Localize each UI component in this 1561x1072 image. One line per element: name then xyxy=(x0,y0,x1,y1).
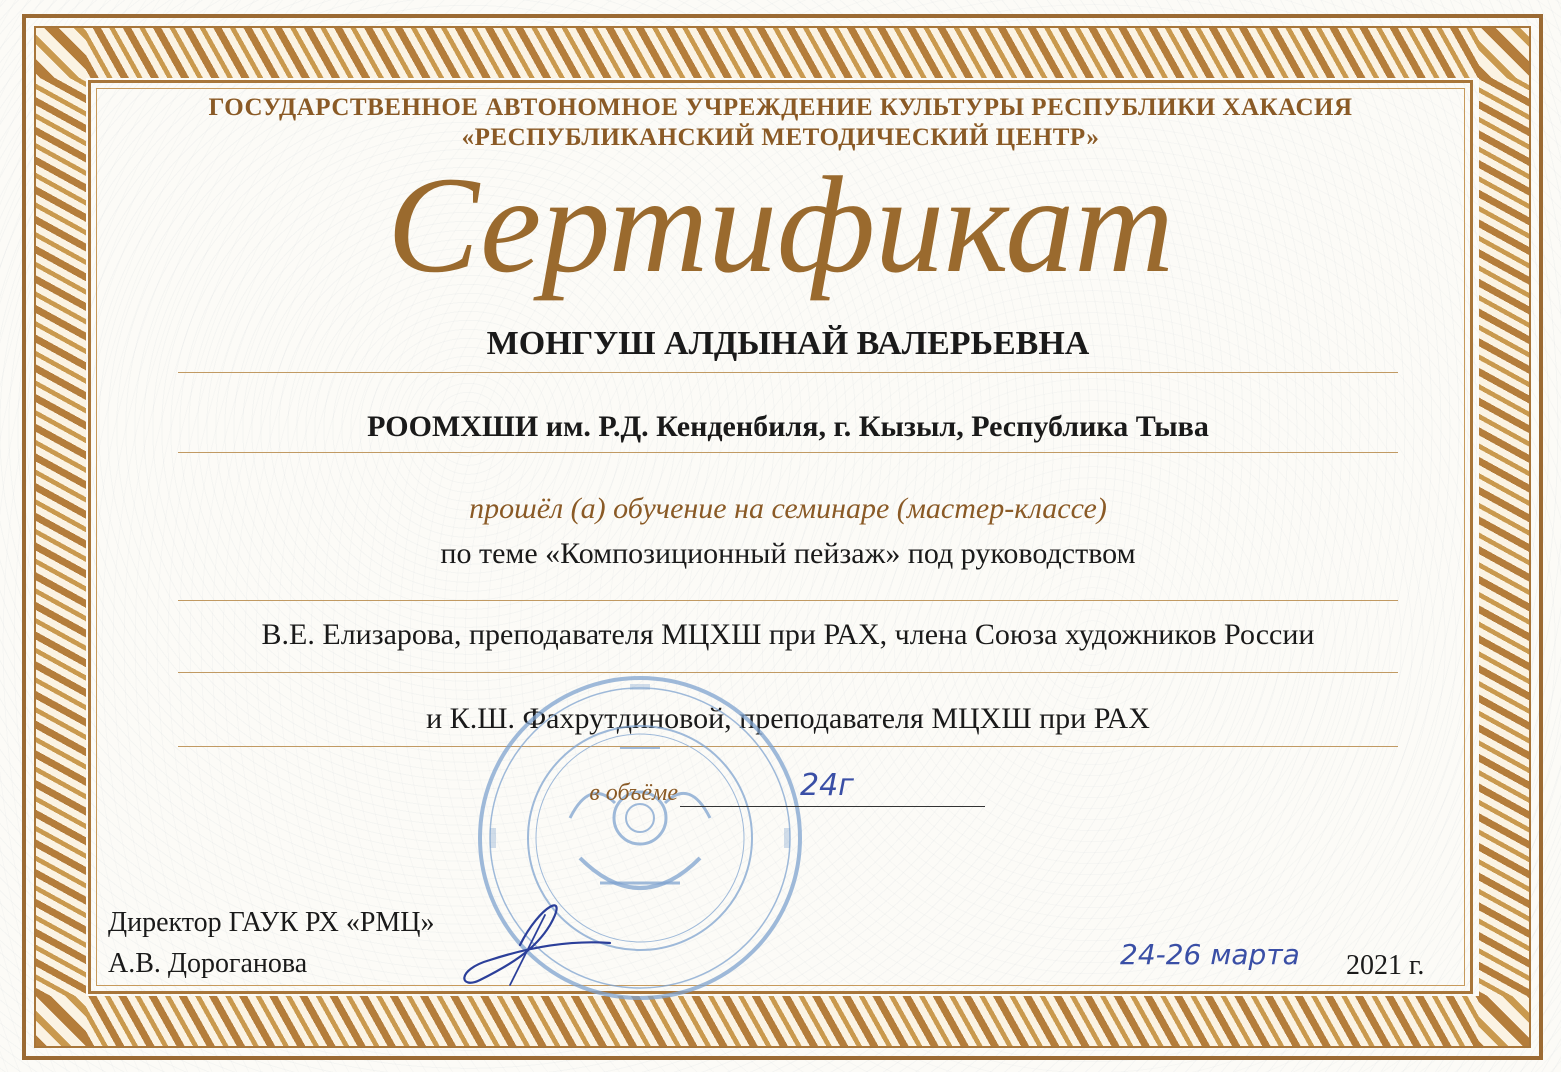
certificate-title: Сертификат xyxy=(387,148,1174,301)
org-name-line-1: ГОСУДАРСТВЕННОЕ АВТОНОМНОЕ УЧРЕЖДЕНИЕ КУЛЬТУРЫ РЕСПУБЛИКИ ХАКАСИЯ xyxy=(208,94,1353,121)
volume-label: в объёме xyxy=(589,780,678,806)
underline-rule xyxy=(178,452,1398,453)
volume-underline xyxy=(680,806,985,807)
date-year: 2021 г. xyxy=(1346,950,1425,981)
volume-value: 24г xyxy=(800,768,854,803)
underline-rule xyxy=(178,600,1398,601)
instructor-line-2: и К.Ш. Фахрутдиновой, преподавателя МЦХШ при РАХ xyxy=(426,702,1150,735)
topic-statement: по теме «Композиционный пейзаж» под руководством xyxy=(440,537,1136,570)
director-title: Директор ГАУК РХ «РМЦ» xyxy=(108,907,435,938)
handwritten-signature xyxy=(450,885,620,995)
org-name-line-2: «РЕСПУБЛИКАНСКИЙ МЕТОДИЧЕСКИЙ ЦЕНТР» xyxy=(461,124,1100,151)
instructor-line-1: В.Е. Елизарова, преподавателя МЦХШ при РАХ, члена Союза художников России xyxy=(261,618,1315,651)
date-handwritten: 24-26 марта xyxy=(1120,938,1300,971)
underline-rule xyxy=(178,372,1398,373)
director-name: А.В. Дороганова xyxy=(108,948,308,979)
training-statement: прошёл (а) обучение на семинаре (мастер-классе) xyxy=(469,492,1107,525)
recipient-organization: РООМХШИ им. Р.Д. Кенденбиля, г. Кызыл, Республика Тыва xyxy=(367,410,1209,443)
recipient-name: МОНГУШ АЛДЫНАЙ ВАЛЕРЬЕВНА xyxy=(486,325,1090,362)
